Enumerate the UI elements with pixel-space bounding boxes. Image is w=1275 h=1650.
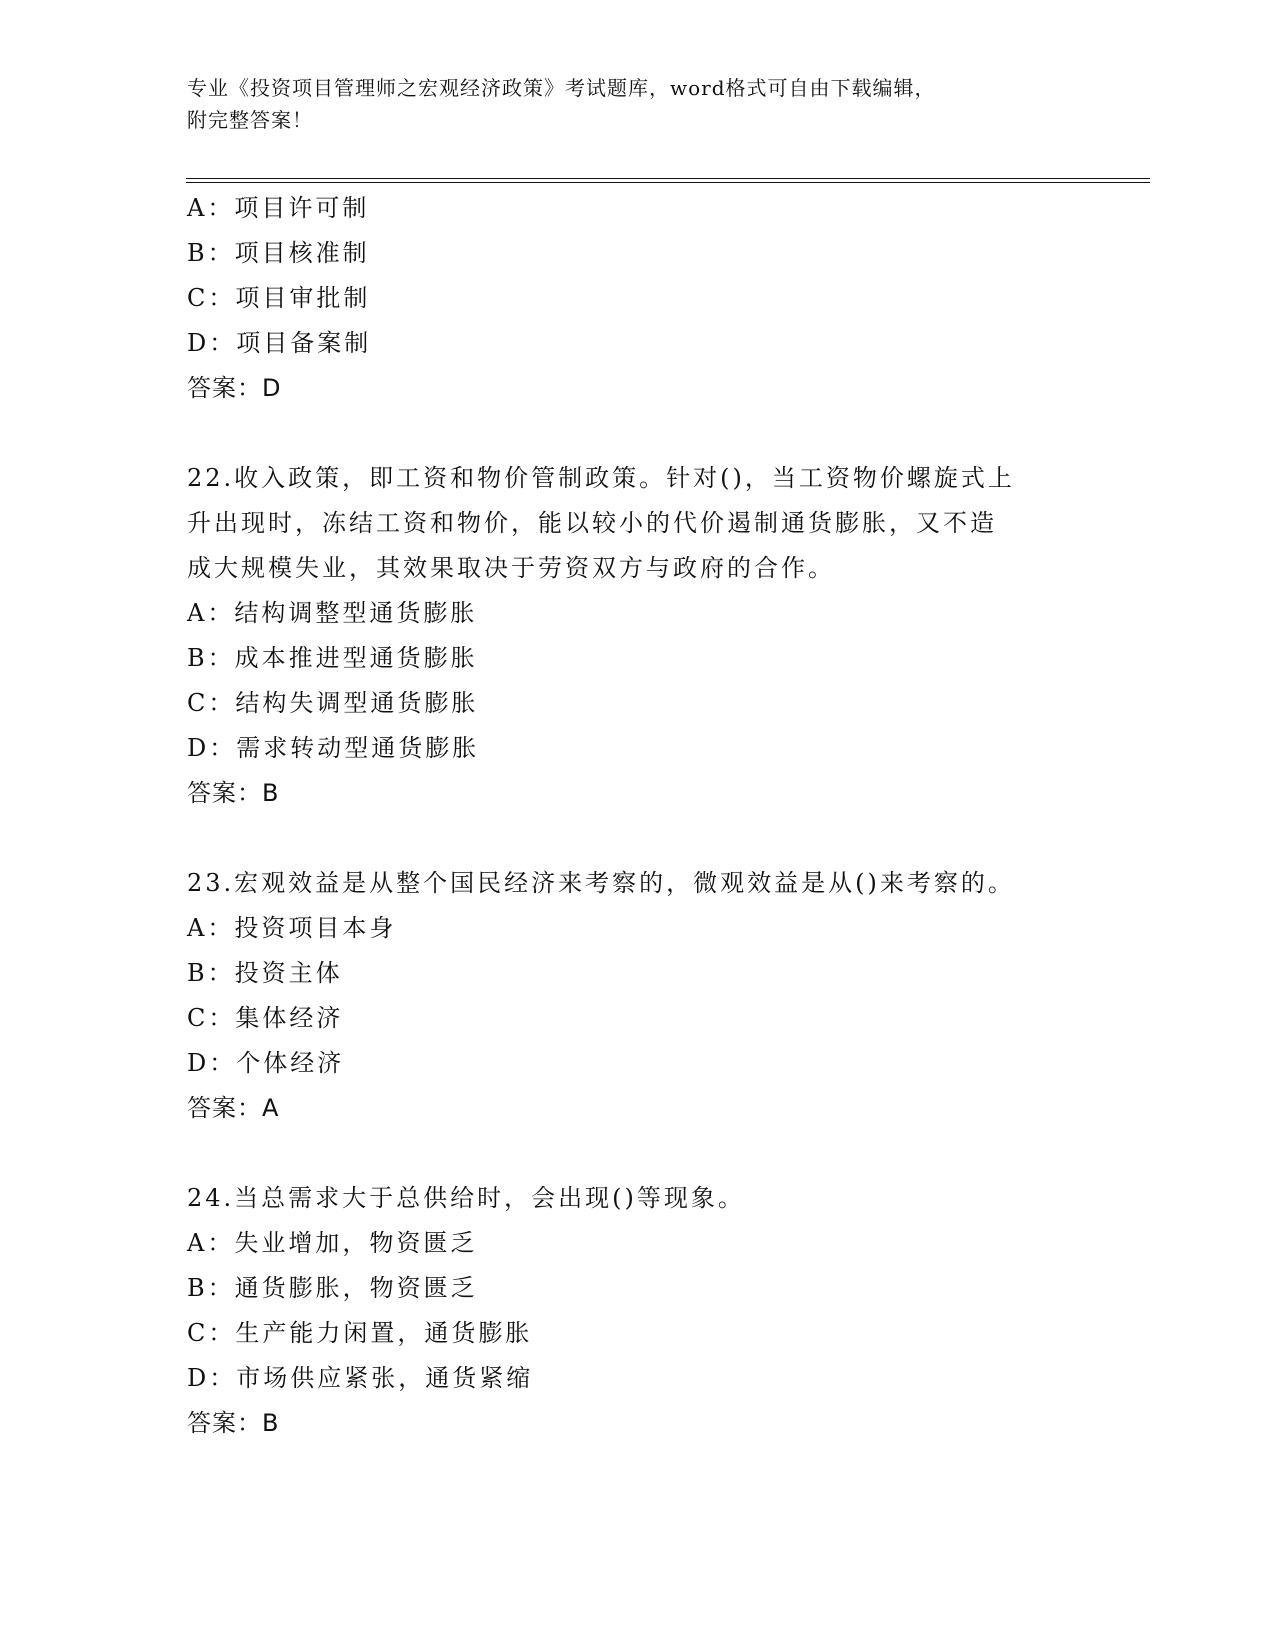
- q23-stem-line-1: 23.宏观效益是从整个国民经济来考察的，微观效益是从()来考察的。: [187, 869, 1015, 897]
- q22-option-d: D：需求转动型通货膨胀: [187, 734, 480, 762]
- header-line-2: 附完整答案！: [187, 108, 313, 132]
- q24-answer: 答案：B: [187, 1409, 280, 1437]
- q22-stem-line-1: 22.收入政策，即工资和物价管制政策。针对()，当工资物价螺旋式上: [187, 464, 1015, 492]
- q21-option-a: A：项目许可制: [187, 194, 370, 222]
- document-header: [187, 72, 1067, 136]
- q23-option-c: C：集体经济: [187, 1004, 344, 1032]
- q21-option-b: B：项目核准制: [187, 239, 370, 267]
- q24-stem-line-1: 24.当总需求大于总供给时，会出现()等现象。: [187, 1184, 745, 1212]
- q21-answer: 答案：D: [187, 374, 282, 402]
- q23-option-b: B：投资主体: [187, 959, 343, 987]
- q22-stem-line-3: 成大规模失业，其效果取决于劳资双方与政府的合作。: [187, 554, 835, 582]
- q24-option-c: C：生产能力闲置，通货膨胀: [187, 1319, 533, 1347]
- q21-option-d: D：项目备案制: [187, 329, 372, 357]
- q22-answer: 答案：B: [187, 779, 280, 807]
- q24-option-b: B：通货膨胀，物资匮乏: [187, 1274, 478, 1302]
- q24-option-a: A：失业增加，物资匮乏: [187, 1229, 478, 1257]
- q22-option-b: B：成本推进型通货膨胀: [187, 644, 478, 672]
- q23-answer: 答案：A: [187, 1094, 280, 1122]
- q22-stem-line-2: 升出现时，冻结工资和物价，能以较小的代价遏制通货膨胀，又不造: [187, 509, 997, 537]
- q23-option-d: D：个体经济: [187, 1049, 345, 1077]
- q22-option-c: C：结构失调型通货膨胀: [187, 689, 479, 717]
- header-divider: [186, 178, 1150, 183]
- q23-option-a: A：投资项目本身: [187, 914, 397, 942]
- q24-option-d: D：市场供应紧张，通货紧缩: [187, 1364, 534, 1392]
- q22-option-a: A：结构调整型通货膨胀: [187, 599, 478, 627]
- header-line-1: 专业《投资项目管理师之宏观经济政策》考试题库，word格式可自由下载编辑，: [187, 76, 936, 100]
- q21-option-c: C：项目审批制: [187, 284, 371, 312]
